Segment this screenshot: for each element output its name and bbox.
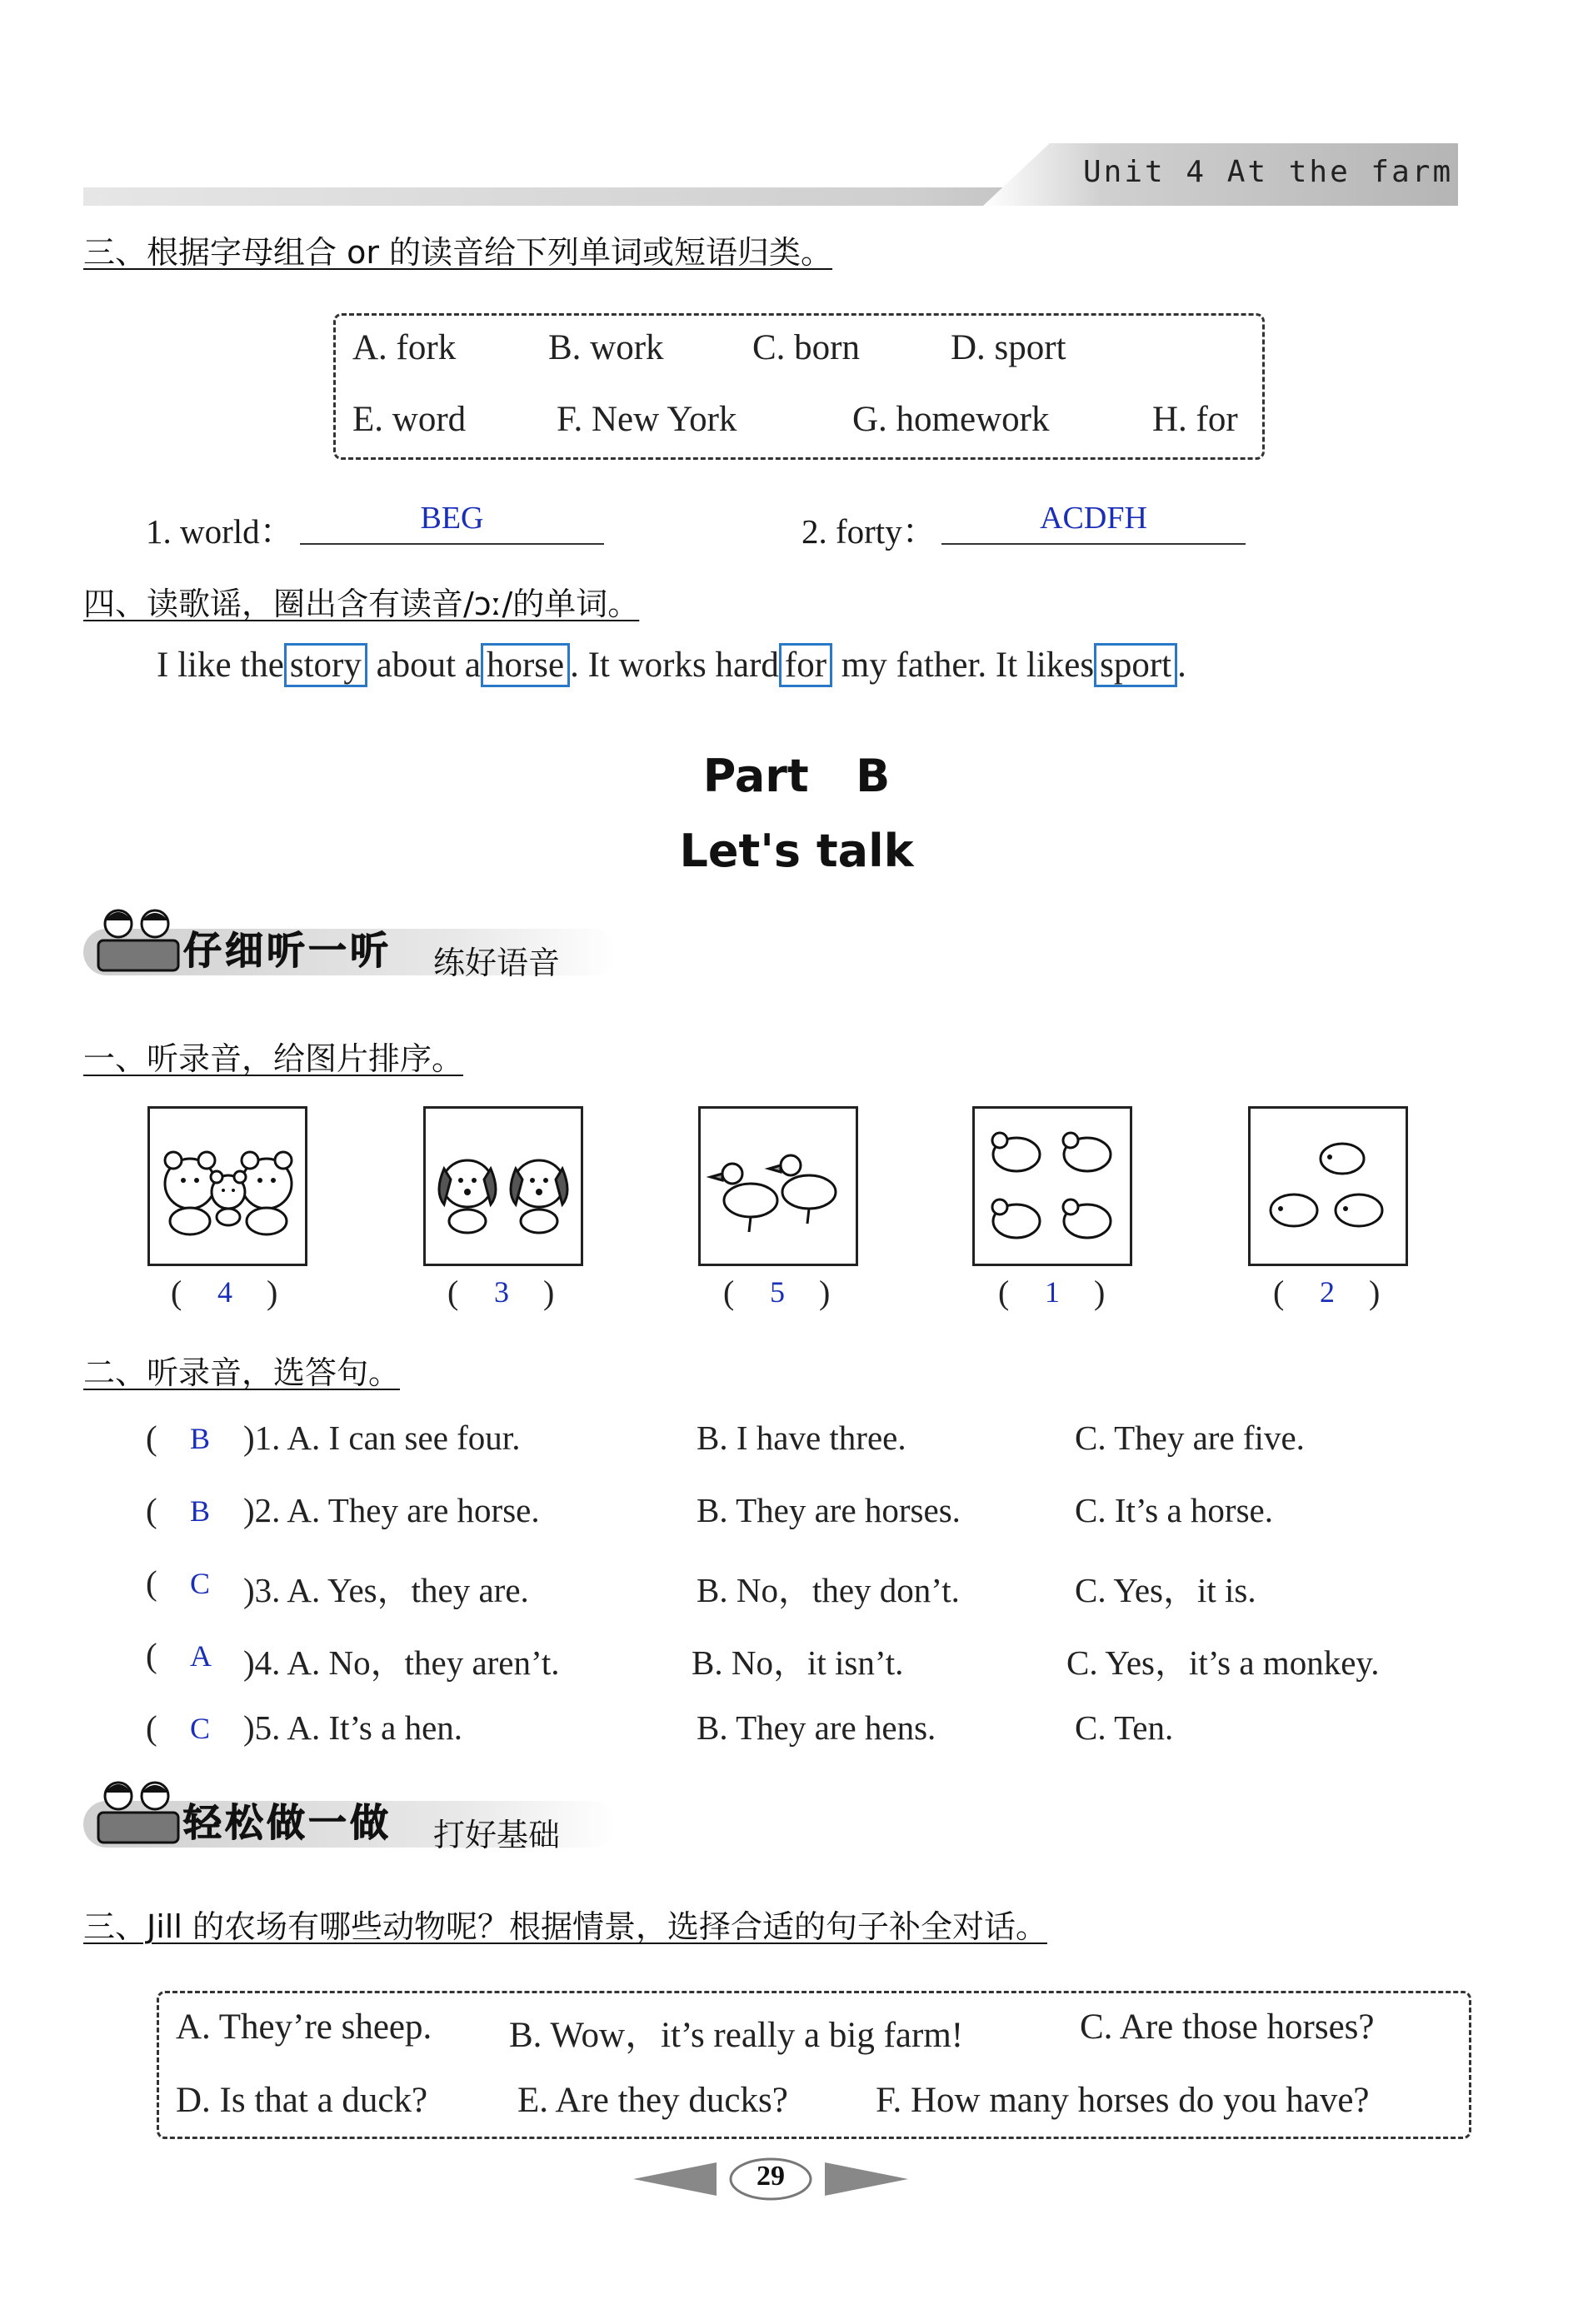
- dialogue-option-a: A. They’re sheep.: [176, 2007, 432, 2047]
- picture-5-answer: 2: [1320, 1275, 1335, 1309]
- dialogue-option-c: C. Are those horses?: [1080, 2007, 1375, 2047]
- question-1-option-c: C. They are five.: [1075, 1419, 1305, 1457]
- q1-fill-line: [300, 543, 604, 545]
- page-number: 29: [757, 2161, 785, 2192]
- teddy-bears-icon: [150, 1109, 305, 1264]
- kids-icon: [92, 1776, 183, 1851]
- dogs-icon: [426, 1109, 581, 1264]
- section-4-title: 四、读歌谣，圈出含有读音/ɔː/的单词。: [83, 586, 640, 622]
- banner-subtitle: 打好基础: [433, 1817, 561, 1853]
- option-e: E. word: [352, 400, 467, 439]
- q1-label: 1. world：: [146, 512, 294, 551]
- chant-text-2: about a: [376, 646, 481, 685]
- question-5-option-c: C. Ten.: [1075, 1708, 1174, 1747]
- q2-answer: ACDFH: [1040, 501, 1147, 536]
- question-1-option-b: B. I have three.: [697, 1419, 906, 1457]
- option-b: B. work: [548, 328, 664, 367]
- picture-5: [1248, 1106, 1408, 1266]
- q2-label: 2. forty：: [801, 512, 936, 551]
- question-5-paren: (: [146, 1708, 157, 1747]
- picture-1: [147, 1106, 307, 1266]
- option-c: C. born: [752, 328, 860, 367]
- question-3-option-b: B. No，they don’t.: [697, 1571, 960, 1609]
- picture-3-answer: 5: [770, 1275, 785, 1309]
- question-3-option-c: C. Yes，it is.: [1075, 1571, 1256, 1609]
- hens-icon: [975, 1109, 1130, 1264]
- picture-1-paren-open: (: [171, 1274, 182, 1311]
- practice-title: 三、Jill 的农场有哪些动物呢？根据情景，选择合适的句子补全对话。: [83, 1908, 1047, 1945]
- chant-text-4: my father. It likes: [841, 646, 1095, 685]
- dialogue-option-f: F. How many horses do you have?: [876, 2081, 1370, 2120]
- option-g: G. homework: [852, 400, 1050, 439]
- banner-title: 轻松做一做: [183, 1800, 392, 1845]
- question-4-answer: A: [190, 1639, 212, 1673]
- picture-3-paren-close: ): [819, 1274, 831, 1311]
- circled-word-for: for: [779, 643, 832, 687]
- ducks-icon: [701, 1109, 856, 1264]
- question-1-option-a: )1. A. I can see four.: [243, 1419, 521, 1457]
- banner-subtitle: 练好语音: [433, 945, 561, 981]
- picture-4: [972, 1106, 1132, 1266]
- question-3-option-a: )3. A. Yes，they are.: [243, 1571, 529, 1609]
- q2-fill-line: [941, 543, 1246, 545]
- question-2-option-a: )2. A. They are horse.: [243, 1491, 540, 1529]
- question-5-option-a: )5. A. It’s a hen.: [243, 1708, 463, 1747]
- question-1-answer: B: [190, 1422, 211, 1455]
- listen-2-title: 二、听录音，选答句。: [83, 1354, 401, 1391]
- picture-1-paren-close: ): [267, 1274, 278, 1311]
- question-2-paren: (: [146, 1491, 157, 1529]
- question-2-answer: B: [190, 1494, 211, 1528]
- question-4-option-a: )4. A. No，they aren’t.: [243, 1643, 560, 1682]
- chant-text-1: I like the: [157, 646, 284, 685]
- picture-3-paren-open: (: [723, 1274, 735, 1311]
- circled-word-sport: sport: [1094, 643, 1177, 687]
- banner-practice: [83, 1776, 633, 1851]
- option-f: F. New York: [557, 400, 737, 439]
- question-5-answer: C: [190, 1712, 211, 1745]
- unit-title: Unit 4 At the farm: [1083, 155, 1454, 189]
- dialogue-option-b: B. Wow，it’s really a big farm!: [509, 2016, 964, 2055]
- sheep-icon: [1251, 1109, 1406, 1264]
- option-h: H. for: [1152, 400, 1238, 439]
- picture-5-paren-close: ): [1369, 1274, 1381, 1311]
- chant-text-5: .: [1177, 646, 1186, 685]
- option-d: D. sport: [951, 328, 1066, 367]
- chant-text-3: . It works hard: [570, 646, 779, 685]
- q1-answer: BEG: [420, 501, 484, 536]
- question-4-paren: (: [146, 1636, 157, 1674]
- picture-2-answer: 3: [494, 1275, 509, 1309]
- question-2-option-c: C. It’s a horse.: [1075, 1491, 1273, 1529]
- banner-listen: [83, 904, 633, 979]
- listen-1-title: 一、听录音，给图片排序。: [83, 1040, 464, 1077]
- section-3-title: 三、根据字母组合 or 的读音给下列单词或短语归类。: [83, 234, 833, 271]
- dialogue-options-box: [157, 1991, 1471, 2139]
- picture-4-paren-close: ): [1094, 1274, 1106, 1311]
- chant-line: [157, 645, 1186, 686]
- dialogue-option-d: D. Is that a duck?: [176, 2081, 428, 2120]
- banner-title: 仔细听一听: [183, 928, 392, 973]
- circled-word-story: story: [284, 643, 367, 687]
- dialogue-option-e: E. Are they ducks?: [517, 2081, 788, 2120]
- question-4-option-c: C. Yes，it’s a monkey.: [1066, 1643, 1380, 1682]
- kids-icon: [92, 904, 183, 979]
- question-3-answer: C: [190, 1567, 211, 1600]
- picture-4-answer: 1: [1045, 1275, 1060, 1309]
- question-3-paren: (: [146, 1563, 157, 1602]
- part-b-heading: Part B: [702, 750, 891, 802]
- question-2-option-b: B. They are horses.: [697, 1491, 961, 1529]
- option-a: A. fork: [352, 328, 457, 367]
- picture-2-paren-close: ): [543, 1274, 555, 1311]
- word-options-box: [333, 313, 1265, 460]
- picture-4-paren-open: (: [998, 1274, 1010, 1311]
- picture-1-answer: 4: [217, 1275, 232, 1309]
- circled-word-horse: horse: [481, 643, 570, 687]
- question-4-option-b: B. No，it isn’t.: [692, 1643, 904, 1682]
- picture-2: [423, 1106, 583, 1266]
- question-1-paren: (: [146, 1419, 157, 1457]
- question-5-option-b: B. They are hens.: [697, 1708, 936, 1747]
- lets-talk-heading: Let's talk: [679, 825, 914, 877]
- picture-3: [698, 1106, 858, 1266]
- picture-2-paren-open: (: [447, 1274, 459, 1311]
- picture-5-paren-open: (: [1273, 1274, 1285, 1311]
